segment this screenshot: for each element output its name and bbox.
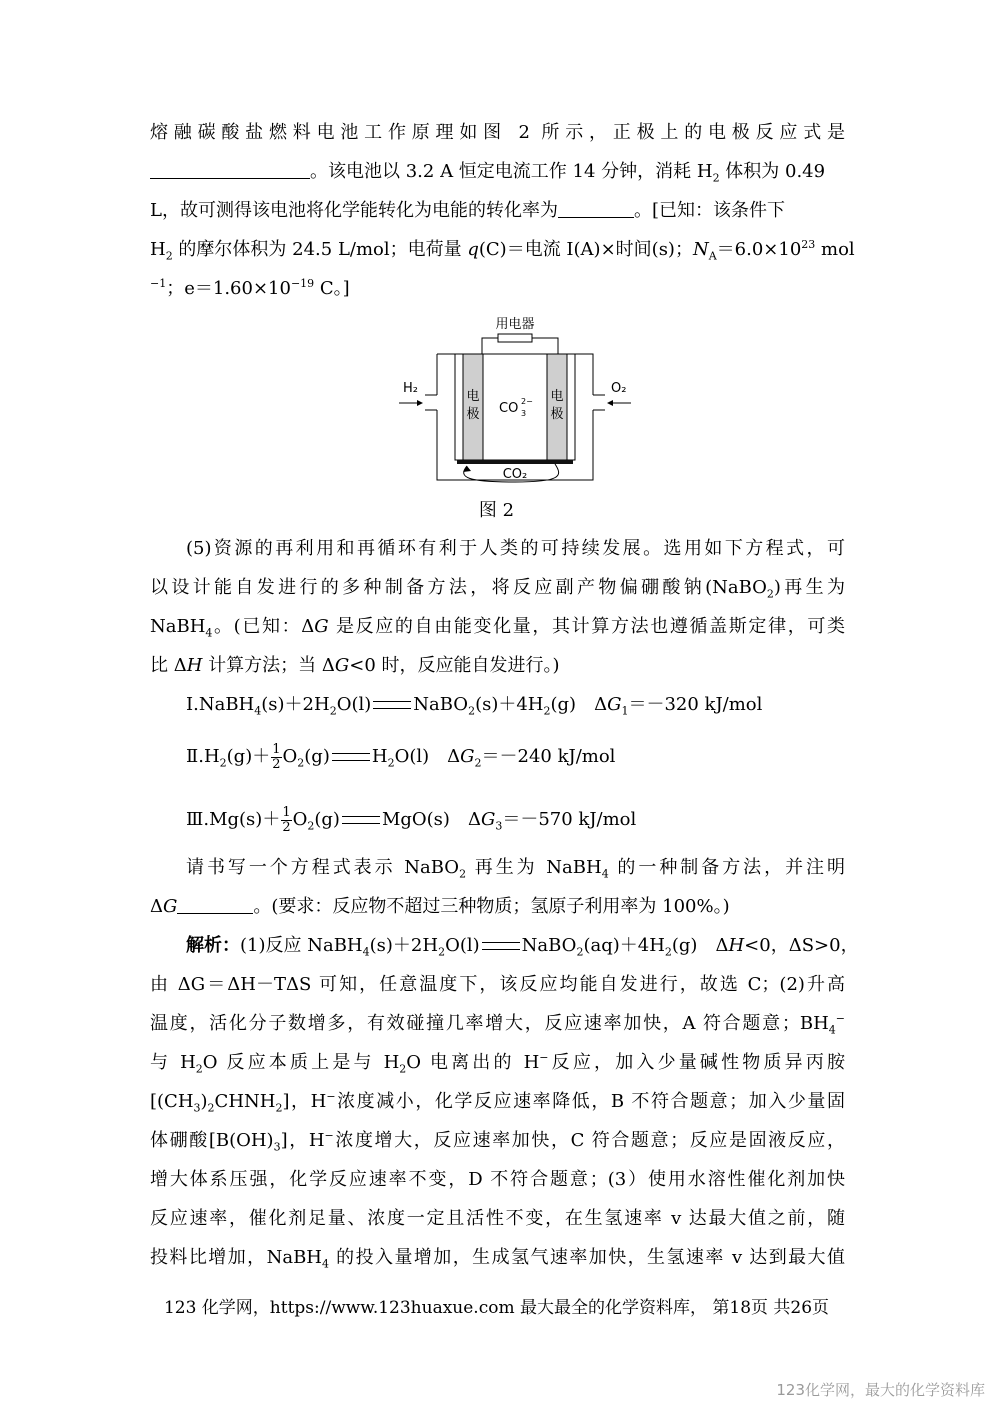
text-line: 请书写一个方程式表示 NaBO$_2$ 再生为 NaBH$_4$ 的一种制备方法，并注明 <box>186 857 845 881</box>
equals-sign <box>342 816 380 824</box>
answer-blank[interactable] <box>177 895 253 914</box>
svg-text:极: 极 <box>550 407 564 422</box>
analysis-label: 解析： <box>186 935 240 956</box>
text-line: $^{-1}$；$e=1.60\times 10^{-19}$ C。] <box>150 277 350 299</box>
answer-blank[interactable] <box>558 199 634 218</box>
text-line: $H_2$ 的摩尔体积为 24.5 L/mol；电荷量 q(C)＝电流 I(A)×时间(s)；$N_A=6.0\times 10^{23}$ mol <box>150 238 855 263</box>
watermark: 123化学网，最大的化学资料库 <box>776 1381 985 1399</box>
analysis-line: 解析：(1)反应 $NaBH_4(s)+2H_2O(l)$ $NaBO_2(aq)+4H_2(g)$ ΔH<0，ΔS>0， <box>186 935 859 959</box>
svg-text:极: 极 <box>466 407 480 422</box>
text-line: 熔融碳酸盐燃料电池工作原理如图 2 所示，正极上的电极反应式是 <box>150 122 845 143</box>
analysis-line: 与 $H_2O$ 反应本质上是与 $H_2O$ 电离出的 H−反应，加入少量碱性物质异丙胺 <box>150 1051 846 1076</box>
fraction-one-half: $\frac{1}{2}$ <box>272 741 281 772</box>
figure-caption: 图 2 <box>478 500 515 521</box>
electrolyte-base <box>457 460 573 464</box>
equation-2: $Ⅱ.H_2(g)+$ $\frac{1}{2}$ $O_2(g)$ $H_2O(l)$ $\Delta G_2=-240$ kJ/mol <box>186 741 616 772</box>
o2-inlet-arrow <box>607 400 613 406</box>
equals-sign <box>332 753 370 761</box>
text-line: L，故可测得该电池将化学能转化为电能的转化率为 。[已知：该条件下 <box>150 200 785 221</box>
equals-sign <box>482 942 520 950</box>
text-line: 以设计能自发进行的多种制备方法，将反应副产物偏硼酸钠(NaBO$_2$)再生为 <box>150 577 845 601</box>
text-line: 比 ΔH 计算方法；当 ΔG<0 时，反应能自发进行。) <box>150 655 560 676</box>
analysis-line: 增大体系压强，化学反应速率不变，D 不符合题意；(3）使用水溶性催化剂加快 <box>150 1169 845 1190</box>
text-line: (5)资源的再利用和再循环有利于人类的可持续发展。选用如下方程式，可 <box>186 538 845 559</box>
analysis-line: $[(CH_3)_2CHNH_2]$，H−浓度减小，化学反应速率降低，B 不符合题意；加入少量固 <box>150 1090 845 1115</box>
analysis-line: 反应速率，催化剂足量、浓度一定且活性不变，在生氢速率 v 达最大值之前，随 <box>150 1208 845 1229</box>
answer-blank[interactable] <box>150 160 310 179</box>
o2-label: O₂ <box>611 381 627 396</box>
text-line: NaBH$_4$。(已知：ΔG 是反应的自由能变化量，其计算方法也遵循盖斯定律，可类 <box>150 616 845 640</box>
text-line: 。该电池以 3.2 A 恒定电流工作 14 分钟，消耗 $H_2$ 体积为 0.49 <box>150 160 845 184</box>
page-footer: 123 化学网，https://www.123huaxue.com 最大最全的化学资料库， 第18页 共26页 <box>163 1298 830 1318</box>
analysis-line: 温度，活化分子数增多，有效碰撞几率增大，反应速率加快，A 符合题意；$BH_4^-$ <box>150 1012 845 1037</box>
equals-sign <box>373 701 411 709</box>
load-label: 用电器 <box>495 317 535 332</box>
svg-text:3: 3 <box>521 409 527 418</box>
carbonate-ion-label: CO <box>499 401 519 416</box>
svg-text:电: 电 <box>550 389 564 404</box>
equation-1: $Ⅰ.NaBH_4(s)+2H_2O(l)$ $NaBO_2(s)+4H_2(g)$ $\Delta G_1=-320$ kJ/mol <box>186 694 763 718</box>
svg-text:2−: 2− <box>521 397 533 406</box>
h2-inlet-arrow <box>417 400 423 406</box>
analysis-line: 投料比增加，NaBH$_4$ 的投入量增加，生成氢气速率加快，生氢速率 v 达到最大值 <box>150 1247 845 1271</box>
analysis-line: 体硼酸$[B(OH)_3]$，H−浓度增大，反应速率加快，C 符合题意；反应是固液反应， <box>150 1129 845 1154</box>
fraction-one-half: $\frac{1}{2}$ <box>282 804 291 835</box>
h2-label: H₂ <box>403 381 418 396</box>
load-resistor <box>498 334 532 342</box>
text-line: ΔG 。(要求：反应物不超过三种物质；氢原子利用率为 100%。) <box>150 896 730 917</box>
fuel-cell-diagram <box>395 312 635 487</box>
svg-text:电: 电 <box>466 389 480 404</box>
equation-3: Ⅲ.Mg(s)＋ $\frac{1}{2}$ $O_2(g)$ MgO(s) $\Delta G_3=-570$ kJ/mol <box>186 804 637 835</box>
analysis-line: 由 ΔG＝ΔH－TΔS 可知，任意温度下，该反应均能自发进行，故选 C；(2)升高 <box>150 974 845 995</box>
co2-label: CO₂ <box>502 467 528 482</box>
